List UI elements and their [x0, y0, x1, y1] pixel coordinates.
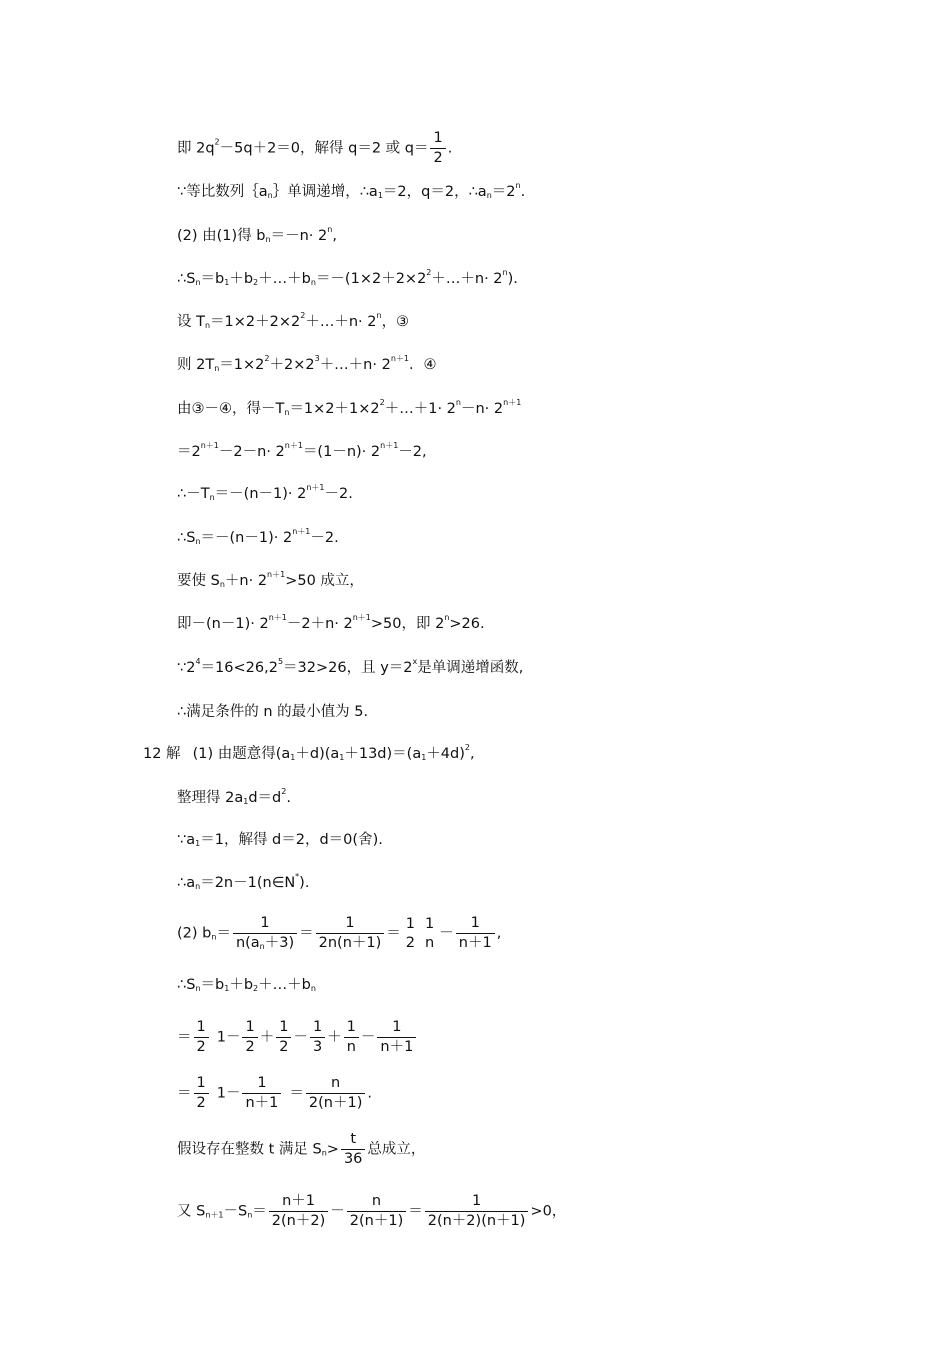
text: ＝2，q＝2，∴a	[382, 184, 487, 200]
text: ＝1×2＋2×2	[210, 314, 301, 330]
text: 设 T	[177, 314, 205, 330]
text: －S	[223, 1203, 248, 1220]
text: －	[439, 925, 454, 942]
superscript: 2	[264, 354, 270, 363]
text: ＝2	[491, 184, 516, 200]
numerator: n＋1	[269, 1193, 328, 1212]
line-sequence-increasing	[177, 182, 525, 202]
subscript: n	[219, 580, 225, 589]
denominator: n＋1	[458, 935, 492, 951]
line-sn-sum	[177, 269, 518, 289]
fraction	[344, 1019, 359, 1056]
text: ＝－(n－1)· 2	[200, 530, 293, 546]
text: ).	[299, 875, 310, 891]
superscript: x	[412, 657, 418, 666]
text: ＝	[216, 925, 231, 942]
denominator: 2(n＋2)(n＋1)	[427, 1213, 526, 1229]
text: －	[293, 1029, 308, 1046]
superscript: n＋1	[352, 613, 371, 622]
denominator	[233, 934, 297, 952]
superscript: n	[515, 181, 521, 190]
line-an-formula	[177, 873, 309, 893]
text: (2) b	[177, 925, 212, 942]
text: ＝1×2	[219, 357, 265, 373]
text: －2,	[398, 444, 427, 460]
text: －	[360, 1029, 376, 1046]
text: 假设存在整数 t 满足 S	[177, 1141, 322, 1158]
line-telescoping	[177, 1019, 418, 1056]
subscript: 1	[195, 839, 201, 848]
text: －n· 2	[460, 401, 504, 417]
superscript: n＋1	[267, 570, 286, 579]
text: ∵2	[177, 660, 196, 676]
denominator: 2(n＋1)	[349, 1213, 404, 1229]
text: ∴S	[177, 271, 196, 287]
text: ＋3)	[264, 935, 295, 951]
line-condition	[177, 571, 364, 591]
superscript: n＋1	[200, 441, 219, 450]
text: >	[326, 1141, 339, 1158]
subscript: n	[321, 1148, 327, 1158]
numerator: 1	[310, 1019, 325, 1038]
text: ＝－(1×2＋2×2	[315, 271, 427, 287]
text: ＝	[252, 1203, 267, 1220]
text: ＋2×2	[269, 357, 315, 373]
text: .	[367, 1085, 372, 1102]
superscript: n＋1	[292, 527, 311, 536]
fraction	[242, 1019, 257, 1056]
numerator: n	[306, 1075, 365, 1094]
subscript: n	[211, 932, 217, 942]
text: ＝1，解得 d＝2，d＝0(舍).	[200, 832, 383, 848]
numerator: 1	[344, 1019, 359, 1038]
subscript: n	[310, 278, 316, 287]
text: ＝	[386, 925, 401, 942]
line-sn-closed	[177, 1075, 372, 1112]
text: ＋13d)＝(a	[344, 746, 422, 762]
subscript: 1	[377, 191, 383, 200]
subscript: 1	[224, 278, 230, 287]
text: (1) 由题意得(a	[192, 746, 291, 762]
text: .	[520, 184, 526, 200]
line-monotonic	[177, 1193, 566, 1230]
text: －5q＋2＝0，解得 q＝2 或 q＝	[219, 140, 429, 157]
text: ＝－(n－1)· 2	[214, 486, 307, 502]
text: n(a	[235, 935, 260, 951]
text: 即－(n－1)· 2	[177, 616, 269, 632]
fraction	[310, 1019, 325, 1056]
numerator: 1	[425, 915, 435, 932]
fraction	[316, 915, 385, 952]
text: ＋n· 2	[224, 573, 268, 589]
text: ＋…＋b	[258, 977, 311, 993]
numerator: 1	[316, 915, 385, 934]
line-sn-result	[177, 528, 339, 548]
line-min-n	[177, 702, 368, 722]
denominator: 2(n＋2)	[271, 1213, 326, 1229]
subscript: n	[195, 278, 201, 287]
subscript: 1	[224, 984, 230, 993]
superscript: n	[455, 398, 461, 407]
subscript: n	[284, 408, 290, 417]
numerator: 1	[425, 1193, 529, 1212]
line-assume-t	[177, 1131, 425, 1168]
subscript: n	[195, 537, 201, 546]
text: ∵等比数列｛a	[177, 184, 268, 200]
text: －	[330, 1203, 345, 1220]
text: ＝2n－1(n∈N	[200, 875, 296, 891]
text: ＋…＋1· 2	[384, 401, 456, 417]
fraction	[422, 916, 437, 952]
text: ＋b	[229, 977, 254, 993]
line-simplify-d	[177, 788, 291, 808]
text: ＝	[408, 1203, 423, 1220]
text: ＝b	[200, 271, 225, 287]
text: －2.	[324, 486, 353, 502]
line-2tn	[177, 355, 437, 375]
superscript: n＋1	[284, 441, 303, 450]
text: ，③	[381, 314, 410, 330]
text: .	[447, 140, 453, 157]
subscript: n	[195, 882, 201, 891]
text: ＋…＋n· 2	[305, 314, 377, 330]
line-inequality	[177, 614, 485, 634]
subscript: 1	[243, 797, 249, 806]
text: ＝	[299, 925, 314, 942]
numerator: 1	[242, 1019, 257, 1038]
fraction	[242, 1075, 281, 1112]
denominator: n＋1	[245, 1095, 279, 1111]
subscript: 1	[290, 753, 296, 762]
numerator: 1	[456, 915, 495, 934]
denominator: n	[425, 934, 435, 951]
line-bn-definition	[177, 226, 337, 246]
text: ,	[496, 925, 502, 942]
text: ＋…＋b	[258, 271, 311, 287]
text: 由③－④，得－T	[177, 401, 285, 417]
denominator: 2	[196, 1039, 206, 1055]
text: ＋…＋n· 2	[431, 271, 503, 287]
text: ＝－n· 2	[270, 228, 328, 244]
text: (2) 由(1)得 b	[177, 228, 266, 244]
superscript: n＋1	[306, 483, 325, 492]
subscript: n	[486, 191, 492, 200]
fraction	[403, 916, 418, 952]
fraction	[456, 915, 495, 952]
fraction	[341, 1131, 365, 1168]
line-sn-sum-b	[177, 975, 316, 995]
numerator: 1	[405, 915, 416, 932]
text: ＝16<26,2	[200, 660, 278, 676]
text: ＝	[177, 1029, 192, 1046]
text: ＝(1－n)· 2	[302, 444, 381, 460]
numerator: 1	[377, 1019, 416, 1038]
fraction	[276, 1019, 291, 1056]
text: ＝1×2＋1×2	[289, 401, 380, 417]
superscript: n	[444, 613, 450, 622]
numerator: 1	[430, 130, 445, 149]
text: ∴S	[177, 530, 196, 546]
text: ．④	[409, 357, 437, 373]
text: －2－n· 2	[218, 444, 285, 460]
denominator: n＋1	[380, 1039, 414, 1055]
text: ＝	[289, 1085, 304, 1102]
denominator: 2	[433, 150, 443, 166]
subscript: 1	[421, 753, 427, 762]
text: >50，即 2	[370, 616, 445, 632]
text: ＝	[177, 1085, 192, 1102]
subscript: n	[247, 1210, 253, 1220]
superscript: n	[376, 311, 382, 320]
text: ,	[470, 746, 475, 762]
text: ).	[507, 271, 518, 287]
text: ∵a	[177, 832, 196, 848]
problem-label: 12 解	[143, 746, 181, 762]
superscript: n	[502, 268, 508, 277]
text: ｝单调递增，∴a	[272, 184, 378, 200]
text: 即 2q	[177, 140, 215, 157]
text: ＋	[259, 1029, 275, 1046]
denominator: 3	[312, 1039, 323, 1055]
subscript: n	[214, 364, 220, 373]
fraction	[425, 1193, 529, 1230]
text: ＋…＋n· 2	[319, 357, 391, 373]
text: ∴满足条件的 n 的最小值为 5.	[177, 704, 369, 720]
text: 1－	[216, 1029, 241, 1046]
text: 要使 S	[177, 573, 220, 589]
text: d＝d	[248, 790, 282, 806]
superscript: n＋1	[390, 354, 409, 363]
text: －2.	[310, 530, 339, 546]
text: >26.	[449, 616, 485, 632]
denominator: 2n(n＋1)	[318, 935, 382, 951]
line-bn-fraction	[177, 915, 501, 952]
text: ＝b	[200, 977, 225, 993]
line-check-values	[177, 658, 523, 678]
subscript: n＋1	[205, 1210, 224, 1220]
superscript: 4	[195, 657, 201, 666]
subscript: n	[265, 235, 271, 244]
text: 则 2T	[177, 357, 215, 373]
numerator: 1	[194, 1075, 209, 1094]
subscript: n	[209, 493, 215, 502]
fraction	[269, 1193, 328, 1230]
superscript: *	[295, 872, 300, 881]
text: ∴S	[177, 977, 196, 993]
fraction	[194, 1019, 209, 1056]
line-problem-12	[143, 744, 475, 764]
numerator: n	[347, 1193, 406, 1212]
fraction	[233, 915, 297, 952]
fraction	[306, 1075, 365, 1112]
text: 整理得 2a	[177, 790, 244, 806]
subscript: n	[195, 984, 201, 993]
line-tn-definition	[177, 312, 409, 332]
numerator: 1	[194, 1019, 209, 1038]
superscript: 2	[214, 137, 220, 147]
text: >50 成立，	[285, 573, 364, 589]
text: ∴－T	[177, 486, 210, 502]
denominator: 36	[343, 1151, 363, 1167]
superscript: 5	[277, 657, 284, 666]
numerator: 1	[242, 1075, 281, 1094]
superscript: n＋1	[268, 613, 287, 622]
subscript: n	[204, 321, 211, 330]
superscript: 2	[300, 311, 306, 320]
text: 是单调递增函数,	[417, 660, 524, 676]
line-subtract	[177, 399, 521, 419]
text: ＝32>26，且 y＝2	[283, 660, 413, 676]
superscript: n	[327, 225, 333, 234]
text: 又 S	[177, 1203, 206, 1220]
line-quadratic-solution	[177, 130, 452, 167]
subscript: n	[259, 942, 265, 951]
denominator: n	[346, 1039, 356, 1055]
text: .	[286, 790, 291, 806]
numerator: 1	[233, 915, 297, 934]
subscript: 1	[339, 753, 345, 762]
text: 总成立，	[367, 1141, 426, 1158]
numerator: t	[341, 1131, 365, 1150]
fraction	[194, 1075, 209, 1112]
fraction	[347, 1193, 406, 1230]
denominator: 2	[196, 1095, 206, 1111]
text: ,	[332, 228, 337, 244]
text: ＝2	[177, 444, 201, 460]
superscript: 2	[281, 787, 287, 796]
subscript: n	[310, 984, 316, 993]
superscript: 2	[426, 268, 432, 277]
text: >0，	[530, 1203, 567, 1220]
denominator: 2	[279, 1039, 289, 1055]
text: ＋4d)	[426, 746, 465, 762]
denominator: 2(n＋1)	[308, 1095, 363, 1111]
line-simplify	[177, 442, 427, 462]
line-neg-tn	[177, 484, 353, 504]
denominator: 2	[405, 934, 416, 951]
text: ＋b	[229, 271, 254, 287]
subscript: n	[267, 191, 273, 200]
text: ∴a	[177, 875, 196, 891]
text: ＋d)(a	[295, 746, 340, 762]
text: 1－	[216, 1085, 241, 1102]
text: －2＋n· 2	[286, 616, 353, 632]
superscript: n＋1	[503, 398, 522, 407]
subscript: 2	[253, 984, 259, 993]
fraction	[377, 1019, 416, 1056]
numerator: 1	[276, 1019, 291, 1038]
denominator: 2	[245, 1039, 255, 1055]
superscript: n＋1	[380, 441, 399, 450]
line-solve-d	[177, 830, 383, 850]
fraction	[430, 130, 445, 167]
superscript: 2	[379, 398, 385, 407]
superscript: 2	[464, 743, 470, 752]
subscript: 2	[253, 278, 259, 287]
text: ＋	[327, 1029, 342, 1046]
superscript: 3	[314, 354, 320, 363]
